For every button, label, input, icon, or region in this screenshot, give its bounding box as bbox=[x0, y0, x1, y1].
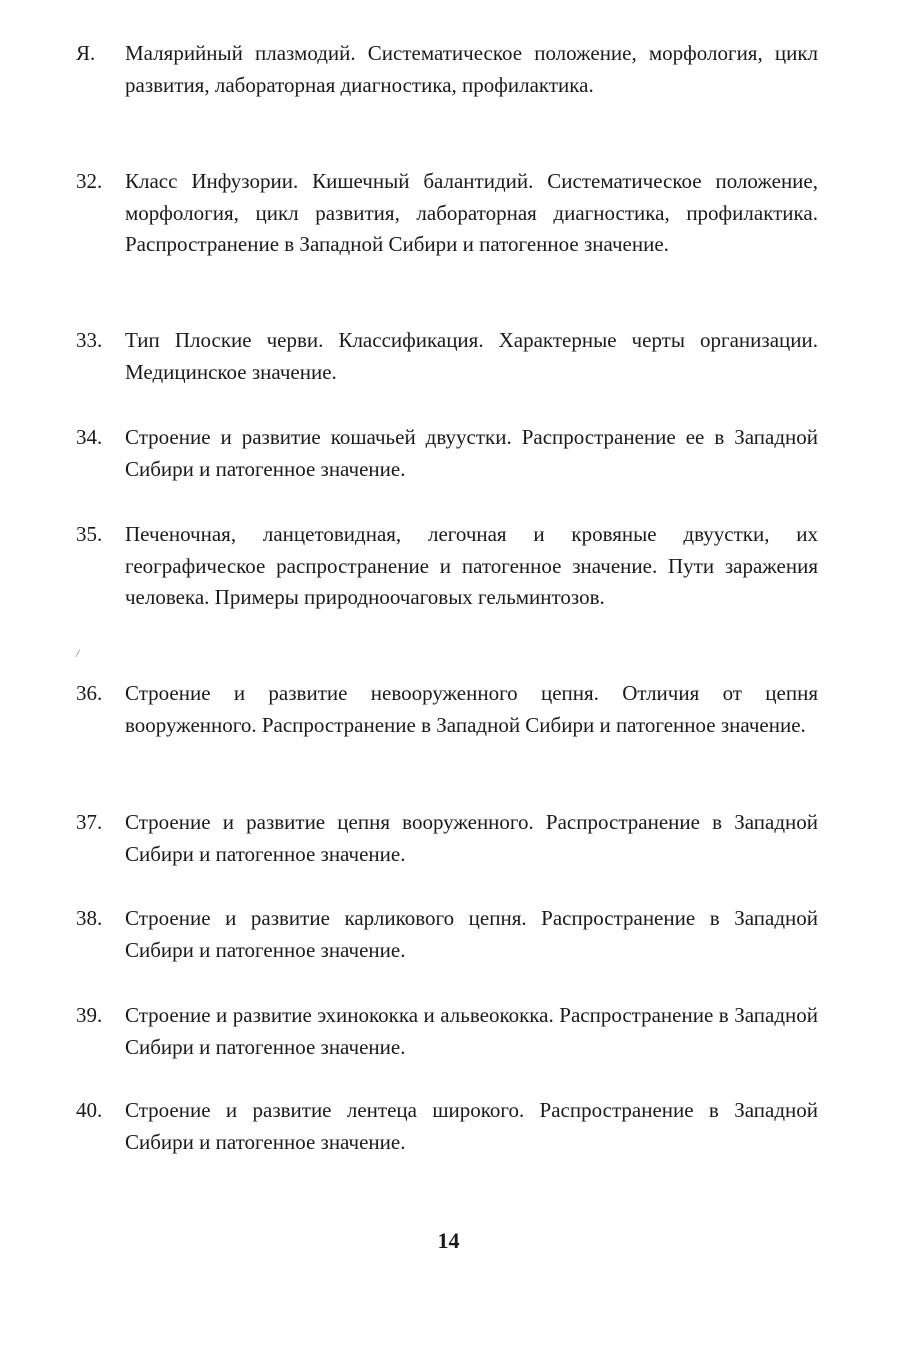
question-text: Строение и развитие кошачьей двуустки. Распространение ее в Западной Сибири и патогенное значение. bbox=[125, 425, 818, 481]
question-item bbox=[76, 1000, 818, 1063]
question-text: Класс Инфузории. Кишечный балантидий. Систематическое положение, морфология, цикл развития, лабораторная диагностика, профилактика. Распространение в Западной Сибири и патогенное значение. bbox=[125, 169, 818, 256]
question-text: Строение и развитие невооруженного цепня. Отличия от цепня вооруженного. Распространение в Западной Сибири и патогенное значение. bbox=[125, 681, 818, 737]
question-text: Тип Плоские черви. Классификация. Характерные черты организации. Медицинское значение. bbox=[125, 328, 818, 384]
question-text: Строение и развитие эхинококка и альвеококка. Распространение в Западной Сибири и патогенное значение. bbox=[125, 1003, 818, 1059]
question-item bbox=[76, 903, 818, 966]
question-item bbox=[76, 807, 818, 870]
question-item bbox=[76, 325, 818, 388]
question-number: 36. bbox=[76, 681, 103, 705]
question-text: Строение и развитие лентеца широкого. Распространение в Западной Сибири и патогенное значение. bbox=[125, 1098, 818, 1154]
question-number: 38. bbox=[76, 906, 103, 930]
question-number: 33. bbox=[76, 328, 103, 352]
question-number: 37. bbox=[76, 810, 103, 834]
question-number: 39. bbox=[76, 1003, 103, 1027]
question-number: 34. bbox=[76, 425, 103, 449]
question-item bbox=[76, 519, 818, 614]
question-text: Строение и развитие цепня вооруженного. Распространение в Западной Сибири и патогенное значение. bbox=[125, 810, 818, 866]
stray-mark: / bbox=[76, 646, 80, 660]
question-number: 35. bbox=[76, 522, 103, 546]
question-text: Малярийный плазмодий. Систематическое положение, морфология, цикл развития, лабораторная диагностика, профилактика. bbox=[125, 41, 818, 97]
question-item bbox=[76, 1095, 818, 1158]
question-item bbox=[76, 678, 818, 741]
question-item bbox=[76, 38, 818, 101]
question-item bbox=[76, 166, 818, 261]
question-text: Строение и развитие карликового цепня. Распространение в Западной Сибири и патогенное значение. bbox=[125, 906, 818, 962]
question-number: Я. bbox=[76, 41, 96, 65]
question-text: Печеночная, ланцетовидная, легочная и кровяные двуустки, их географическое распространение и патогенное значение. Пути заражения человека. Примеры природноочаговых гельминтозов. bbox=[125, 522, 818, 609]
page-number: 14 bbox=[437, 1228, 460, 1253]
question-number: 40. bbox=[76, 1098, 103, 1122]
question-number: 32. bbox=[76, 169, 103, 193]
question-item bbox=[76, 422, 818, 485]
